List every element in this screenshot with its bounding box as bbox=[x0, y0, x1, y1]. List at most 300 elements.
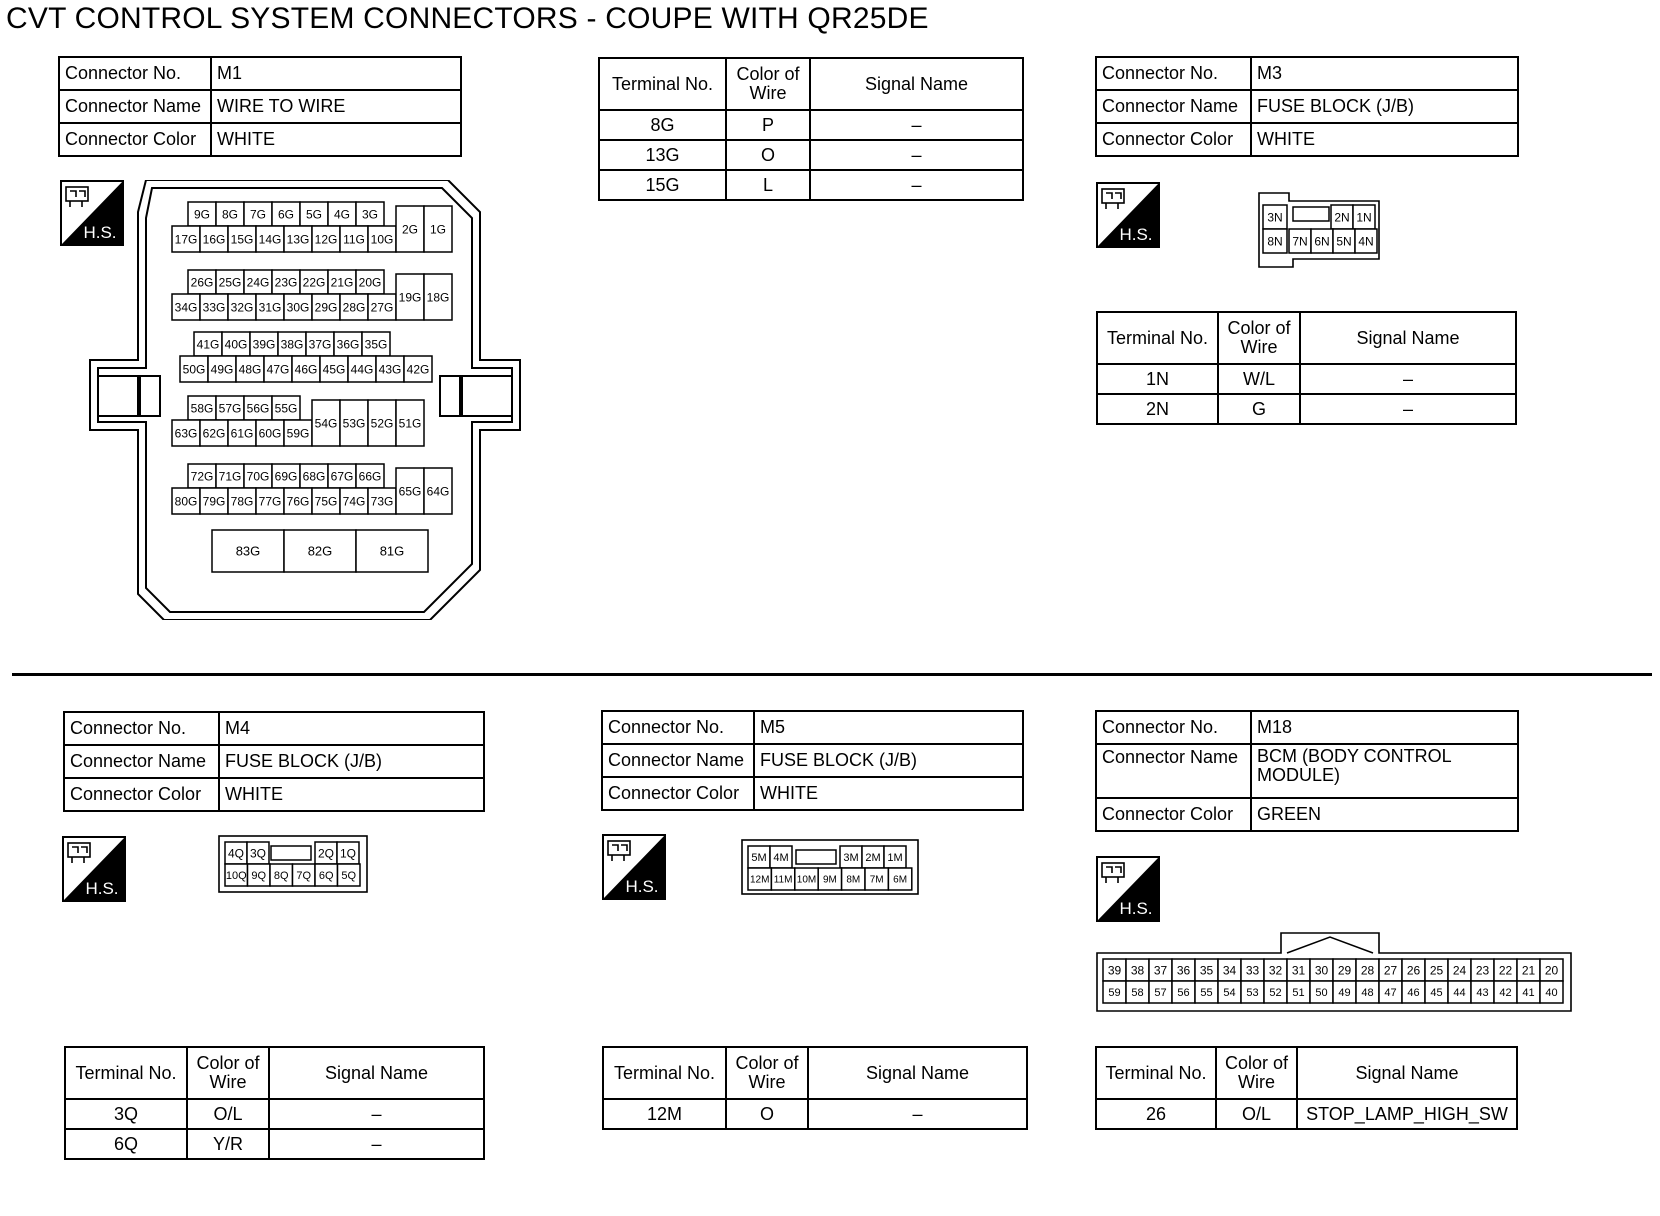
terminal-label: 43 bbox=[1476, 986, 1489, 999]
terminal-label: 16G bbox=[202, 232, 226, 247]
terminal-label: 24 bbox=[1452, 963, 1467, 978]
signal-name: – bbox=[808, 1099, 1027, 1129]
terminal-cavity bbox=[842, 868, 865, 890]
terminal-cavity bbox=[312, 488, 340, 514]
terminal-cavity bbox=[172, 420, 200, 446]
terminal-cavity bbox=[1517, 959, 1540, 981]
terminal-cavity bbox=[208, 356, 236, 382]
terminal-cavity bbox=[244, 202, 272, 226]
terminal-label: 66G bbox=[358, 469, 382, 484]
terminal-cavity bbox=[315, 864, 338, 886]
header-color-of: Color of bbox=[736, 64, 800, 84]
terminal-cavity bbox=[188, 396, 216, 420]
m5-connector-no: M5 bbox=[754, 711, 1023, 744]
terminal-label: 41 bbox=[1522, 986, 1535, 999]
terminal-cavity bbox=[228, 420, 256, 446]
terminal-label: 2G bbox=[401, 222, 419, 237]
header-wire: Wire bbox=[1240, 337, 1278, 357]
terminal-label: 42 bbox=[1499, 986, 1512, 999]
label-connector-color: Connector Color bbox=[602, 777, 754, 810]
m3-connector-face bbox=[1257, 191, 1387, 271]
terminal-label: 69G bbox=[274, 469, 298, 484]
terminal-cavity bbox=[1218, 981, 1241, 1003]
terminal-label: 2Q bbox=[317, 846, 335, 861]
terminal-label: 37G bbox=[308, 337, 332, 352]
terminal-label: 46 bbox=[1407, 986, 1420, 999]
terminal-label: 28G bbox=[342, 300, 366, 315]
header-color-of: Color of bbox=[196, 1053, 260, 1073]
terminal-label: 18G bbox=[426, 290, 450, 305]
terminal-cavity bbox=[1149, 959, 1172, 981]
terminal-label: 1Q bbox=[339, 846, 357, 861]
m3-info-table bbox=[1095, 56, 1519, 157]
terminal-label: 41G bbox=[196, 337, 220, 352]
terminal-label: 83G bbox=[235, 543, 261, 559]
terminal-cavity bbox=[1471, 959, 1494, 981]
wire-color: G bbox=[1218, 394, 1300, 424]
terminal-label: 39G bbox=[252, 337, 276, 352]
m18-connector-color: GREEN bbox=[1251, 798, 1518, 831]
terminal-cavity bbox=[376, 356, 404, 382]
terminal-label: 6M bbox=[893, 874, 908, 886]
terminal-label: 67G bbox=[330, 469, 354, 484]
terminal-cavity bbox=[368, 488, 396, 514]
terminal-cavity bbox=[188, 464, 216, 488]
terminal-label: 11G bbox=[343, 232, 365, 247]
keyway bbox=[271, 846, 311, 860]
terminal-label: 26 bbox=[1406, 963, 1421, 978]
hs-label: H.S. bbox=[85, 879, 119, 898]
terminal-no: 13G bbox=[599, 140, 726, 170]
terminal-cavity bbox=[272, 202, 300, 226]
section-divider bbox=[12, 673, 1652, 676]
terminal-cavity bbox=[1333, 981, 1356, 1003]
label-connector-color: Connector Color bbox=[59, 123, 211, 156]
terminal-cavity bbox=[356, 530, 428, 572]
m4-hs-icon bbox=[62, 836, 126, 902]
terminal-label: 23 bbox=[1475, 963, 1490, 978]
label-connector-no: Connector No. bbox=[59, 57, 211, 90]
terminal-label: 10Q bbox=[225, 869, 247, 882]
header-color-of: Color of bbox=[1224, 1053, 1289, 1073]
terminal-cavity bbox=[216, 202, 244, 226]
terminal-cavity bbox=[1355, 229, 1377, 253]
terminal-cavity bbox=[225, 842, 247, 864]
terminal-cavity bbox=[1402, 981, 1425, 1003]
terminal-label: 76G bbox=[286, 494, 310, 509]
terminal-label: 45 bbox=[1430, 986, 1443, 999]
terminal-cavity bbox=[368, 294, 396, 320]
terminal-label: 13G bbox=[286, 232, 310, 247]
terminal-cavity bbox=[225, 864, 248, 886]
terminal-label: 37 bbox=[1153, 963, 1168, 978]
label-connector-color: Connector Color bbox=[1096, 123, 1251, 156]
terminal-cavity bbox=[1287, 981, 1310, 1003]
terminal-no: 1N bbox=[1097, 364, 1218, 394]
m5-signal-table bbox=[602, 1046, 1028, 1130]
terminal-label: 63G bbox=[174, 426, 198, 441]
terminal-label: 12G bbox=[314, 232, 338, 247]
terminal-label: 27 bbox=[1383, 963, 1398, 978]
terminal-cavity bbox=[748, 868, 771, 890]
terminal-cavity bbox=[320, 356, 348, 382]
terminal-label: 38 bbox=[1130, 963, 1145, 978]
terminal-label: 3M bbox=[843, 851, 859, 864]
keyway bbox=[796, 850, 836, 864]
terminal-label: 60G bbox=[258, 426, 282, 441]
terminal-label: 4M bbox=[773, 851, 789, 864]
terminal-cavity bbox=[1425, 981, 1448, 1003]
signal-name: – bbox=[810, 110, 1023, 140]
hs-label: H.S. bbox=[625, 877, 659, 896]
terminal-label: 5M bbox=[751, 851, 767, 864]
terminal-cavity bbox=[396, 400, 424, 446]
terminal-label: 44G bbox=[350, 362, 374, 377]
terminal-cavity bbox=[1517, 981, 1540, 1003]
terminal-label: 32 bbox=[1268, 963, 1283, 978]
terminal-label: 62G bbox=[202, 426, 226, 441]
terminal-cavity bbox=[356, 202, 384, 226]
terminal-cavity bbox=[278, 332, 306, 356]
terminal-label: 52G bbox=[370, 416, 394, 431]
terminal-cavity bbox=[312, 226, 340, 252]
terminal-label: 49 bbox=[1338, 986, 1351, 999]
wire-color: P bbox=[726, 110, 810, 140]
terminal-label: 2M bbox=[865, 851, 881, 864]
label-connector-name: Connector Name bbox=[602, 744, 754, 777]
terminal-cavity bbox=[284, 420, 312, 446]
terminal-cavity bbox=[172, 226, 200, 252]
terminal-label: 74G bbox=[342, 494, 366, 509]
label-connector-color: Connector Color bbox=[1096, 798, 1251, 831]
terminal-cavity bbox=[368, 226, 396, 252]
signal-name: – bbox=[810, 170, 1023, 200]
terminal-cavity bbox=[424, 274, 452, 320]
terminal-cavity bbox=[1425, 959, 1448, 981]
terminal-cavity bbox=[256, 488, 284, 514]
terminal-cavity bbox=[328, 270, 356, 294]
terminal-label: 20 bbox=[1544, 963, 1559, 978]
terminal-label: 23G bbox=[274, 275, 298, 290]
header-wire: Wire bbox=[1238, 1072, 1275, 1092]
hs-label: H.S. bbox=[1119, 225, 1153, 244]
terminal-label: 57 bbox=[1154, 986, 1167, 999]
terminal-label: 25 bbox=[1429, 963, 1444, 978]
m1-connector-no: M1 bbox=[211, 57, 461, 90]
terminal-label: 54 bbox=[1223, 986, 1236, 999]
terminal-cavity bbox=[272, 270, 300, 294]
terminal-label: 51 bbox=[1292, 986, 1305, 999]
m5-info-table bbox=[601, 710, 1024, 811]
terminal-cavity bbox=[1448, 959, 1471, 981]
terminal-cavity bbox=[312, 294, 340, 320]
table-row bbox=[65, 1099, 484, 1129]
table-row bbox=[65, 1129, 484, 1159]
wire-color: O bbox=[726, 1099, 808, 1129]
m1-connector-name: WIRE TO WIRE bbox=[211, 90, 461, 123]
terminal-cavity bbox=[1356, 959, 1379, 981]
terminal-cavity bbox=[348, 356, 376, 382]
terminal-cavity bbox=[1540, 981, 1563, 1003]
terminal-label: 27G bbox=[370, 300, 394, 315]
wire-color: O bbox=[726, 140, 810, 170]
m3-signal-table bbox=[1096, 311, 1517, 425]
header-terminal-no: Terminal No. bbox=[65, 1047, 187, 1099]
wire-color: Y/R bbox=[187, 1129, 269, 1159]
header-wire: Wire bbox=[749, 83, 787, 103]
terminal-label: 26G bbox=[190, 275, 214, 290]
terminal-cavity bbox=[1379, 981, 1402, 1003]
terminal-label: 35 bbox=[1199, 963, 1214, 978]
terminal-label: 6Q bbox=[318, 869, 334, 882]
terminal-label: 53 bbox=[1246, 986, 1259, 999]
terminal-label: 30 bbox=[1314, 963, 1329, 978]
terminal-cavity bbox=[1494, 959, 1517, 981]
terminal-label: 56G bbox=[246, 401, 270, 416]
terminal-cavity bbox=[256, 420, 284, 446]
terminal-label: 50G bbox=[182, 362, 206, 377]
label-connector-no: Connector No. bbox=[602, 711, 754, 744]
header-wire-color bbox=[726, 58, 810, 110]
terminal-label: 17G bbox=[174, 232, 198, 247]
m18-name-line1: BCM (BODY CONTROL bbox=[1257, 746, 1452, 766]
terminal-label: 40 bbox=[1545, 986, 1558, 999]
label-connector-name: Connector Name bbox=[59, 90, 211, 123]
terminal-label: 3G bbox=[361, 207, 379, 222]
m3-connector-name: FUSE BLOCK (J/B) bbox=[1251, 90, 1518, 123]
terminal-cavity bbox=[748, 846, 770, 868]
terminal-label: 34 bbox=[1222, 963, 1237, 978]
terminal-label: 4N bbox=[1358, 234, 1374, 249]
terminal-label: 50 bbox=[1315, 986, 1328, 999]
terminal-label: 4Q bbox=[227, 846, 245, 861]
terminal-label: 29G bbox=[314, 300, 338, 315]
terminal-cavity bbox=[1471, 981, 1494, 1003]
terminal-cavity bbox=[200, 420, 228, 446]
terminal-label: 6G bbox=[277, 207, 295, 222]
terminal-label: 9Q bbox=[251, 869, 267, 882]
header-terminal-no: Terminal No. bbox=[603, 1047, 726, 1099]
terminal-cavity bbox=[172, 488, 200, 514]
m18-connector-face bbox=[1095, 923, 1575, 1015]
terminal-cavity bbox=[256, 226, 284, 252]
m4-connector-face bbox=[217, 834, 372, 894]
terminal-cavity bbox=[396, 468, 424, 514]
terminal-label: 49G bbox=[210, 362, 234, 377]
m4-info-table bbox=[63, 711, 485, 812]
terminal-label: 36G bbox=[336, 337, 360, 352]
terminal-label: 7M bbox=[869, 874, 884, 886]
terminal-cavity bbox=[300, 464, 328, 488]
terminal-cavity bbox=[272, 396, 300, 420]
m5-connector-face bbox=[740, 838, 920, 898]
signal-name: – bbox=[1300, 364, 1516, 394]
terminal-label: 70G bbox=[246, 469, 270, 484]
m4-signal-table bbox=[64, 1046, 485, 1160]
table-row bbox=[1097, 394, 1516, 424]
terminal-label: 9M bbox=[822, 874, 837, 886]
terminal-label: 5G bbox=[305, 207, 323, 222]
terminal-label: 22G bbox=[302, 275, 326, 290]
terminal-cavity bbox=[1448, 981, 1471, 1003]
terminal-cavity bbox=[338, 864, 361, 886]
terminal-cavity bbox=[216, 270, 244, 294]
wire-color: O/L bbox=[1216, 1099, 1297, 1129]
terminal-label: 40G bbox=[224, 337, 248, 352]
terminal-cavity bbox=[222, 332, 250, 356]
terminal-label: 20G bbox=[358, 275, 382, 290]
terminal-cavity bbox=[770, 846, 792, 868]
terminal-label: 31G bbox=[258, 300, 282, 315]
table-row bbox=[603, 1099, 1027, 1129]
terminal-cavity bbox=[1540, 959, 1563, 981]
terminal-label: 54G bbox=[314, 416, 338, 431]
terminal-label: 31 bbox=[1291, 963, 1306, 978]
keyway bbox=[1293, 207, 1329, 221]
terminal-no: 2N bbox=[1097, 394, 1218, 424]
terminal-cavity bbox=[1172, 981, 1195, 1003]
table-row bbox=[1097, 364, 1516, 394]
terminal-cavity bbox=[424, 206, 452, 252]
terminal-cavity bbox=[244, 270, 272, 294]
terminal-cavity bbox=[334, 332, 362, 356]
terminal-cavity bbox=[250, 332, 278, 356]
terminal-cavity bbox=[865, 868, 888, 890]
terminal-label: 77G bbox=[258, 494, 282, 509]
terminal-cavity bbox=[1218, 959, 1241, 981]
terminal-cavity bbox=[180, 356, 208, 382]
m18-name-line2: MODULE) bbox=[1257, 765, 1341, 785]
m5-connector-color: WHITE bbox=[754, 777, 1023, 810]
m18-connector-no: M18 bbox=[1251, 711, 1518, 744]
terminal-label: 53G bbox=[342, 416, 366, 431]
header-signal-name: Signal Name bbox=[810, 58, 1023, 110]
terminal-cavity bbox=[424, 468, 452, 514]
signal-name: STOP_LAMP_HIGH_SW bbox=[1297, 1099, 1517, 1129]
terminal-label: 21 bbox=[1521, 963, 1536, 978]
terminal-cavity bbox=[306, 332, 334, 356]
terminal-label: 35G bbox=[364, 337, 388, 352]
terminal-cavity bbox=[1356, 981, 1379, 1003]
terminal-label: 73G bbox=[370, 494, 394, 509]
terminal-cavity bbox=[256, 294, 284, 320]
terminal-label: 42G bbox=[406, 362, 430, 377]
terminal-label: 52 bbox=[1269, 986, 1282, 999]
m18-info-table bbox=[1095, 710, 1519, 832]
terminal-cavity bbox=[248, 864, 271, 886]
m1-info-table bbox=[58, 56, 462, 157]
terminal-label: 22 bbox=[1498, 963, 1513, 978]
terminal-cavity bbox=[1402, 959, 1425, 981]
terminal-cavity bbox=[1263, 229, 1287, 253]
terminal-cavity bbox=[216, 396, 244, 420]
terminal-cavity bbox=[1310, 981, 1333, 1003]
m3-connector-color: WHITE bbox=[1251, 123, 1518, 156]
terminal-cavity bbox=[340, 488, 368, 514]
terminal-label: 8N bbox=[1267, 234, 1283, 249]
terminal-cavity bbox=[264, 356, 292, 382]
terminal-cavity bbox=[1263, 205, 1287, 229]
terminal-label: 64G bbox=[426, 484, 450, 499]
header-wire: Wire bbox=[209, 1072, 247, 1092]
header-wire-color bbox=[187, 1047, 269, 1099]
terminal-cavity bbox=[200, 226, 228, 252]
terminal-cavity bbox=[228, 488, 256, 514]
terminal-label: 4G bbox=[333, 207, 351, 222]
m18-connector-name bbox=[1251, 744, 1518, 798]
terminal-label: 33G bbox=[202, 300, 226, 315]
terminal-cavity bbox=[1195, 981, 1218, 1003]
terminal-cavity bbox=[284, 294, 312, 320]
terminal-label: 32G bbox=[230, 300, 254, 315]
terminal-cavity bbox=[1331, 205, 1353, 229]
terminal-cavity bbox=[396, 274, 424, 320]
hs-label: H.S. bbox=[1119, 899, 1153, 918]
terminal-label: 56 bbox=[1177, 986, 1190, 999]
signal-name: – bbox=[1300, 394, 1516, 424]
terminal-label: 1G bbox=[429, 222, 447, 237]
terminal-label: 57G bbox=[218, 401, 242, 416]
table-row bbox=[599, 140, 1023, 170]
terminal-label: 51G bbox=[398, 416, 422, 431]
signal-name: – bbox=[269, 1129, 484, 1159]
terminal-label: 48G bbox=[238, 362, 262, 377]
terminal-label: 71G bbox=[218, 469, 242, 484]
terminal-cavity bbox=[194, 332, 222, 356]
signal-name: – bbox=[810, 140, 1023, 170]
terminal-cavity bbox=[244, 464, 272, 488]
terminal-label: 3N bbox=[1267, 210, 1283, 225]
header-signal-name: Signal Name bbox=[1300, 312, 1516, 364]
m4-connector-color: WHITE bbox=[219, 778, 484, 811]
hs-label: H.S. bbox=[83, 223, 117, 242]
terminal-label: 1N bbox=[1356, 210, 1372, 225]
terminal-cavity bbox=[1287, 959, 1310, 981]
terminal-label: 7G bbox=[249, 207, 267, 222]
table-row bbox=[599, 170, 1023, 200]
terminal-cavity bbox=[771, 868, 794, 890]
terminal-cavity bbox=[1195, 959, 1218, 981]
terminal-label: 6N bbox=[1314, 234, 1330, 249]
terminal-cavity bbox=[328, 464, 356, 488]
terminal-label: 7N bbox=[1292, 234, 1308, 249]
terminal-label: 9G bbox=[193, 207, 211, 222]
header-color-of: Color of bbox=[735, 1053, 799, 1073]
terminal-label: 47 bbox=[1384, 986, 1397, 999]
terminal-cavity bbox=[1310, 959, 1333, 981]
terminal-cavity bbox=[795, 868, 818, 890]
m1-signal-table bbox=[598, 57, 1024, 201]
header-terminal-no: Terminal No. bbox=[1097, 312, 1218, 364]
m1-connector-face bbox=[88, 180, 528, 620]
header-wire-color bbox=[1218, 312, 1300, 364]
terminal-label: 58G bbox=[190, 401, 214, 416]
terminal-label: 8Q bbox=[273, 869, 289, 882]
terminal-cavity bbox=[315, 842, 337, 864]
terminal-cavity bbox=[328, 202, 356, 226]
terminal-label: 8G bbox=[221, 207, 239, 222]
terminal-label: 80G bbox=[174, 494, 198, 509]
terminal-label: 43G bbox=[378, 362, 402, 377]
header-signal-name: Signal Name bbox=[1297, 1047, 1517, 1099]
terminal-cavity bbox=[1149, 981, 1172, 1003]
terminal-label: 47G bbox=[266, 362, 290, 377]
terminal-label: 38G bbox=[280, 337, 304, 352]
terminal-cavity bbox=[244, 396, 272, 420]
wire-color: W/L bbox=[1218, 364, 1300, 394]
terminal-cavity bbox=[1353, 205, 1375, 229]
label-connector-name: Connector Name bbox=[1096, 90, 1251, 123]
